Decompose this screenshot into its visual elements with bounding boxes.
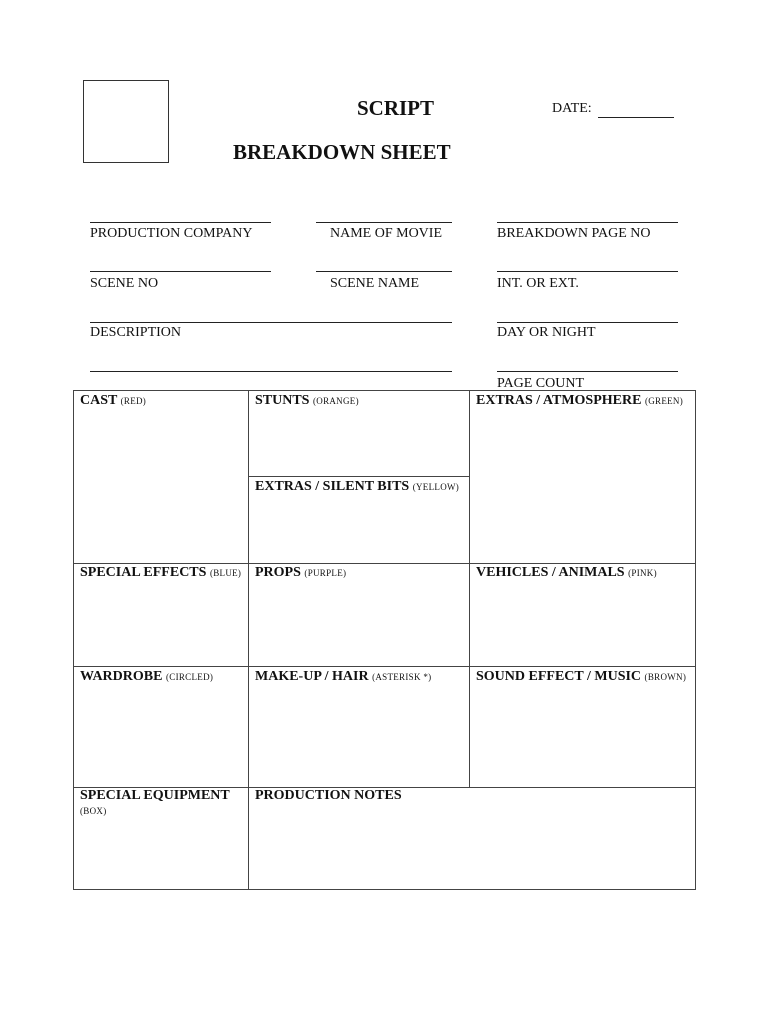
- grid-divider-v2: [469, 391, 470, 787]
- grid-divider-stunts: [248, 476, 469, 477]
- special-equipment-hint: (BOX): [80, 806, 107, 816]
- extras-atmosphere-cell[interactable]: [476, 394, 683, 408]
- day-or-night-label: DAY OR NIGHT: [497, 325, 596, 340]
- description-line-2[interactable]: [90, 371, 452, 372]
- grid-divider-v1: [248, 391, 249, 889]
- date-label: DATE:: [552, 101, 592, 116]
- logo-placeholder-box: [83, 80, 169, 163]
- special-equipment-cell[interactable]: [80, 789, 230, 803]
- scene-no-label: SCENE NO: [90, 276, 159, 291]
- extras-silent-bits-hint: (YELLOW): [412, 482, 460, 492]
- special-effects-cell[interactable]: [80, 566, 241, 580]
- special-effects-hint: (BLUE): [209, 568, 242, 578]
- int-or-ext-label: INT. OR EXT.: [497, 276, 579, 291]
- makeup-hair-hint: (ASTERISK *): [372, 672, 432, 682]
- wardrobe-label: WARDROBE: [80, 669, 163, 684]
- production-notes-label: PRODUCTION NOTES: [255, 788, 402, 803]
- sound-effect-music-cell[interactable]: [476, 670, 686, 684]
- production-company-field[interactable]: [90, 222, 271, 223]
- int-or-ext-field[interactable]: [497, 271, 678, 272]
- stunts-hint: (ORANGE): [312, 396, 359, 406]
- grid-divider-h1: [74, 563, 695, 564]
- scene-name-field[interactable]: [316, 271, 452, 272]
- extras-silent-bits-label: EXTRAS / SILENT BITS: [255, 479, 410, 494]
- extras-atmosphere-hint: (GREEN): [644, 396, 684, 406]
- breakdown-page-no-label: BREAKDOWN PAGE NO: [497, 226, 651, 241]
- breakdown-page-no-field[interactable]: [497, 222, 678, 223]
- special-equipment-label: SPECIAL EQUIPMENT: [80, 788, 230, 803]
- description-field[interactable]: [90, 322, 452, 323]
- production-notes-cell[interactable]: [255, 789, 402, 803]
- props-hint: (PURPLE): [304, 568, 347, 578]
- wardrobe-hint: (CIRCLED): [165, 672, 214, 682]
- stunts-label: STUNTS: [255, 393, 310, 408]
- props-label: PROPS: [255, 565, 301, 580]
- extras-silent-bits-cell[interactable]: [255, 480, 459, 494]
- cast-cell[interactable]: [80, 394, 146, 408]
- makeup-hair-label: MAKE-UP / HAIR: [255, 669, 369, 684]
- vehicles-animals-hint: (PINK): [628, 568, 657, 578]
- production-company-label: PRODUCTION COMPANY: [90, 226, 253, 241]
- vehicles-animals-cell[interactable]: [476, 566, 657, 580]
- grid-divider-h2: [74, 666, 695, 667]
- wardrobe-cell[interactable]: [80, 670, 213, 684]
- cast-label: CAST: [80, 393, 118, 408]
- date-field[interactable]: [598, 117, 674, 118]
- vehicles-animals-label: VEHICLES / ANIMALS: [476, 565, 625, 580]
- page-count-field[interactable]: [497, 371, 678, 372]
- sheet-subtitle: BREAKDOWN SHEET: [233, 140, 451, 164]
- day-or-night-field[interactable]: [497, 322, 678, 323]
- scene-name-label: SCENE NAME: [330, 276, 420, 291]
- sheet-title: SCRIPT: [357, 96, 435, 120]
- stunts-cell[interactable]: [255, 394, 359, 408]
- name-of-movie-label: NAME OF MOVIE: [330, 226, 442, 241]
- cast-hint: (RED): [120, 396, 147, 406]
- sound-effect-music-hint: (BROWN): [644, 672, 687, 682]
- special-effects-label: SPECIAL EFFECTS: [80, 565, 207, 580]
- scene-no-field[interactable]: [90, 271, 271, 272]
- breakdown-grid: [73, 390, 696, 890]
- props-cell[interactable]: [255, 566, 346, 580]
- extras-atmosphere-label: EXTRAS / ATMOSPHERE: [476, 393, 642, 408]
- sound-effect-music-label: SOUND EFFECT / MUSIC: [476, 669, 642, 684]
- page-count-label: PAGE COUNT: [497, 376, 584, 391]
- description-label: DESCRIPTION: [90, 325, 182, 340]
- name-of-movie-field[interactable]: [316, 222, 452, 223]
- makeup-hair-cell[interactable]: [255, 670, 431, 684]
